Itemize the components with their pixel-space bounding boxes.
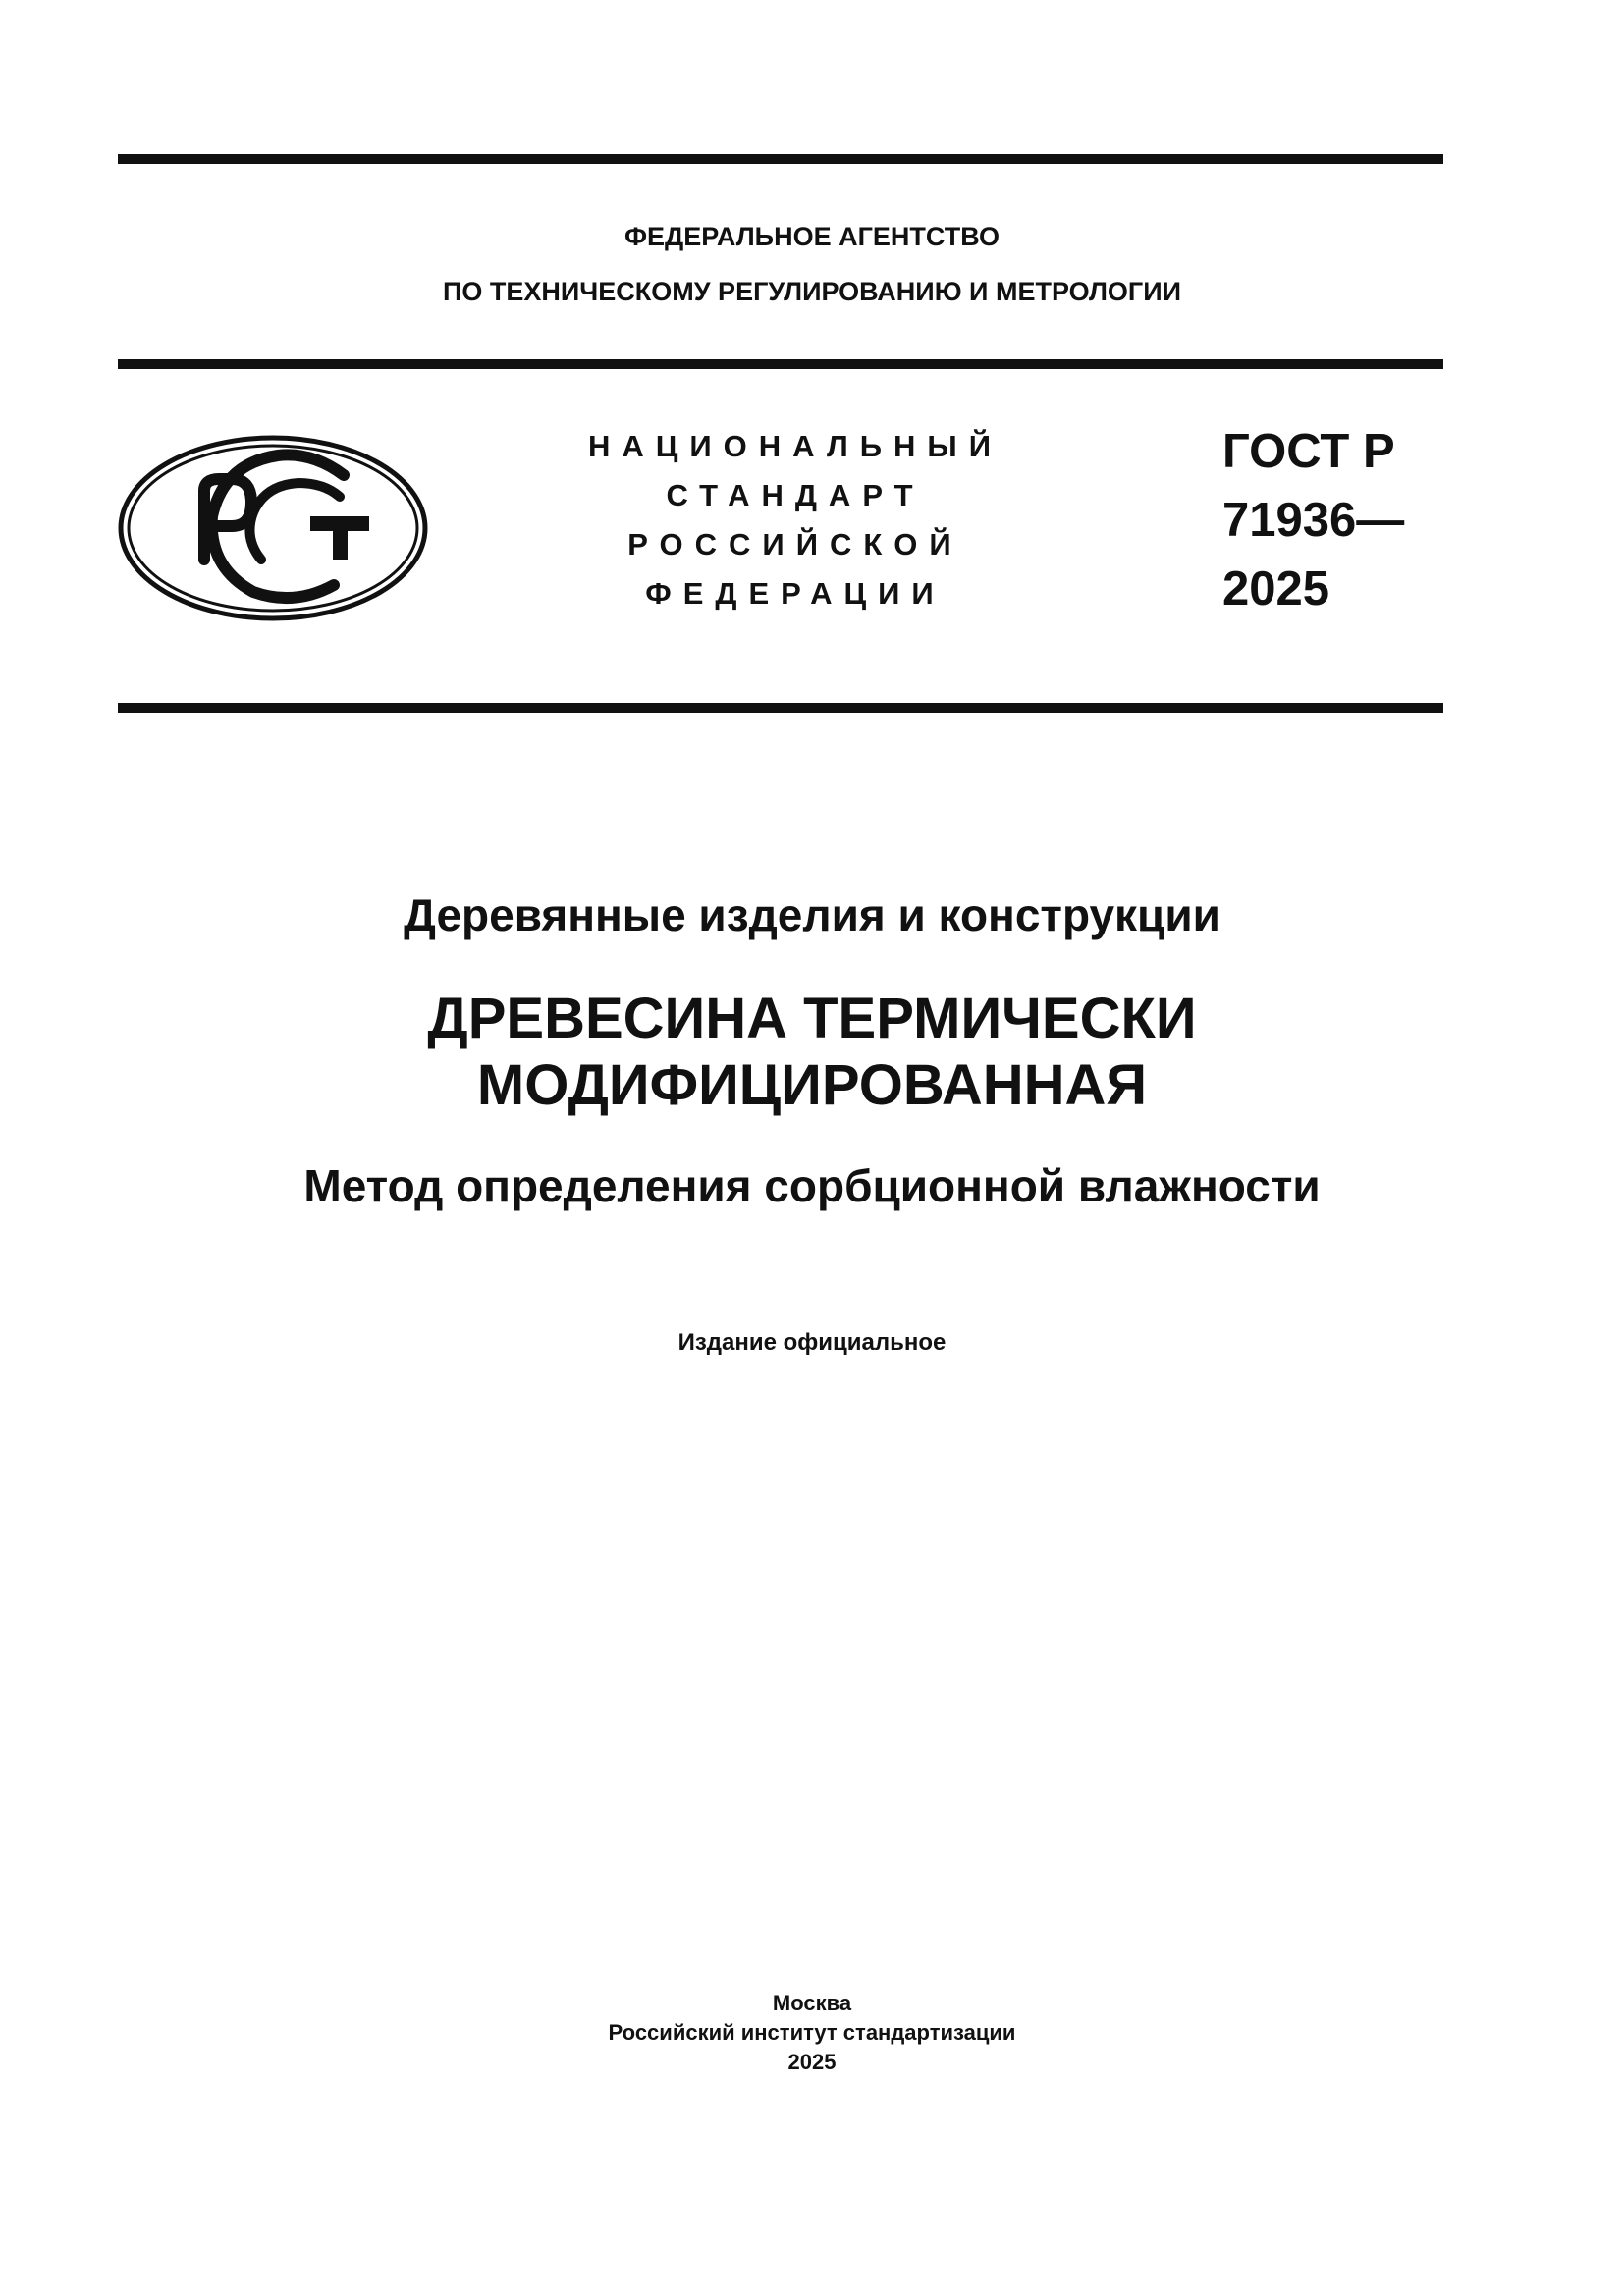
header-divider (118, 359, 1443, 369)
gost-designation-line2: 71936— (1222, 494, 1405, 547)
agency-name-line2: ПО ТЕХНИЧЕСКОМУ РЕГУЛИРОВАНИЮ И МЕТРОЛОГИИ (442, 277, 1182, 306)
footer-city: Москва (772, 1991, 852, 2015)
national-standard-line2: СТАНДАРТ (666, 478, 925, 512)
category-title: Деревянные изделия и конструкции (404, 889, 1220, 940)
national-standard-line3: РОССИЙСКОЙ (627, 527, 963, 561)
footer-publisher: Российский институт стандартизации (608, 2020, 1016, 2045)
national-standard-line1: НАЦИОНАЛЬНЫЙ (587, 429, 1003, 463)
top-rule (118, 154, 1443, 164)
subtitle: Метод определения сорбционной влажности (303, 1160, 1321, 1211)
agency-name-line1: ФЕДЕРАЛЬНОЕ АГЕНТСТВО (623, 222, 1001, 251)
standard-block-divider (118, 703, 1443, 713)
gost-designation-line3: 2025 (1222, 562, 1330, 615)
edition-label: Издание официальное (677, 1329, 947, 1356)
national-standard-line4: ФЕДЕРАЦИИ (645, 576, 946, 611)
gost-designation-line1: ГОСТ Р (1222, 425, 1395, 478)
main-title-line1: ДРЕВЕСИНА ТЕРМИЧЕСКИ (427, 987, 1197, 1050)
rst-logo-icon (116, 430, 432, 631)
footer-year: 2025 (787, 2050, 837, 2074)
main-title-line2: МОДИФИЦИРОВАННАЯ (476, 1053, 1148, 1117)
